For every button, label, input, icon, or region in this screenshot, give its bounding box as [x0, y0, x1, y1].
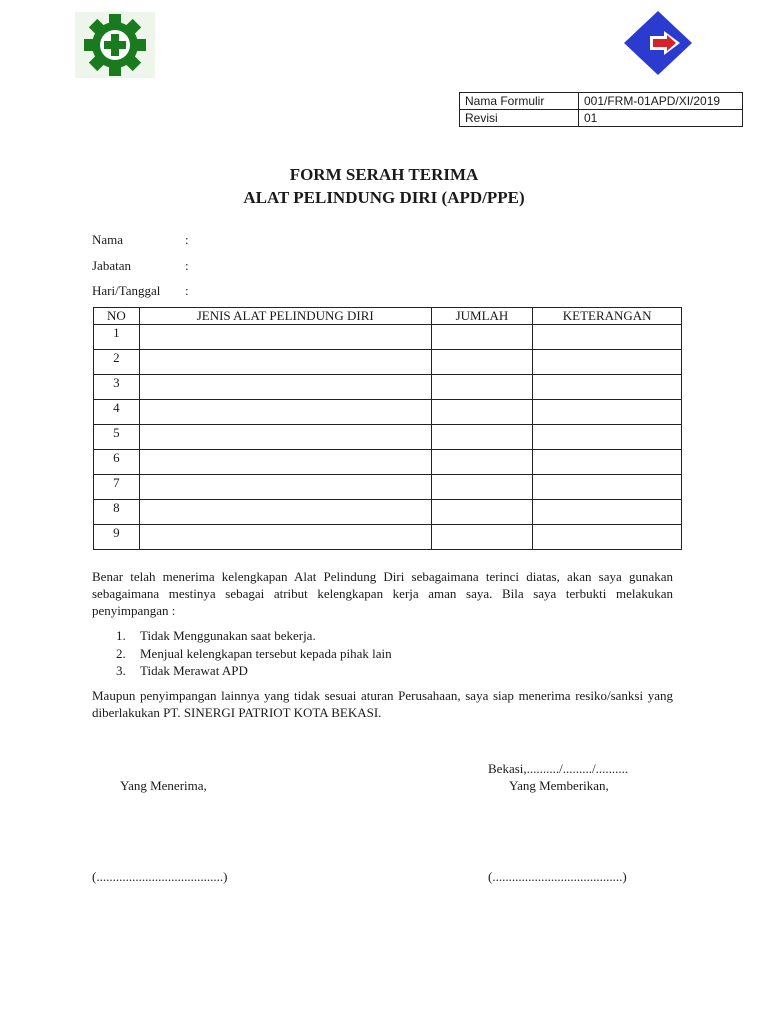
meta-value: 01	[579, 110, 743, 127]
table-row	[94, 400, 682, 425]
meta-label: Revisi	[460, 110, 579, 127]
row-number: 7	[94, 475, 140, 500]
table-row	[94, 350, 682, 375]
field-label: Nama	[92, 232, 124, 247]
field-jabatan[interactable]	[92, 258, 189, 274]
field-label: Jabatan	[92, 258, 131, 273]
jenis-cell[interactable]	[139, 400, 431, 425]
row-number: 9	[94, 525, 140, 550]
gear-cross-icon	[81, 13, 149, 77]
meta-label: Nama Formulir	[460, 93, 579, 110]
keterangan-cell[interactable]	[533, 450, 682, 475]
jenis-cell[interactable]	[139, 450, 431, 475]
field-colon: :	[185, 283, 189, 298]
statement-paragraph: Benar telah menerima kelengkapan Alat Pelindung Diri sebagaimana terinci diatas, akan saya gunakan sebagaimana mestinya sebagai atribut kelengkapan kerja aman saya. Bila saya terbukti melakukan penyimpangan :	[92, 569, 673, 618]
table-row	[94, 475, 682, 500]
keterangan-cell[interactable]	[533, 350, 682, 375]
jumlah-cell[interactable]	[431, 450, 533, 475]
keterangan-cell[interactable]	[533, 500, 682, 525]
jenis-cell[interactable]	[139, 375, 431, 400]
table-row	[94, 325, 682, 350]
list-text: Menjual kelengkapan tersebut kepada pihak lain	[140, 645, 392, 661]
jumlah-cell[interactable]	[431, 325, 533, 350]
table-header-row	[94, 308, 682, 325]
closing-paragraph: Maupun penyimpangan lainnya yang tidak sesuai aturan Perusahaan, saya siap menerima resiko/sanksi yang diberlakukan PT. SINERGI PATRIOT KOTA BEKASI.	[92, 688, 673, 720]
jumlah-cell[interactable]	[431, 350, 533, 375]
jenis-cell[interactable]	[139, 350, 431, 375]
table-row	[94, 425, 682, 450]
list-number: 1.	[116, 628, 126, 643]
receiver-label: Yang Menerima,	[120, 778, 207, 793]
row-number: 5	[94, 425, 140, 450]
list-item	[116, 627, 392, 645]
table-row	[94, 450, 682, 475]
diamond-logo-icon	[622, 10, 694, 76]
jenis-cell[interactable]	[139, 475, 431, 500]
violations-list	[116, 627, 392, 680]
jumlah-cell[interactable]	[431, 425, 533, 450]
field-label: Hari/Tanggal	[92, 283, 161, 298]
keterangan-cell[interactable]	[533, 475, 682, 500]
header-jumlah: JUMLAH	[431, 308, 533, 325]
row-number: 6	[94, 450, 140, 475]
table-row	[94, 500, 682, 525]
row-number: 8	[94, 500, 140, 525]
list-item	[116, 645, 392, 663]
row-number: 1	[94, 325, 140, 350]
jenis-cell[interactable]	[139, 525, 431, 550]
keterangan-cell[interactable]	[533, 375, 682, 400]
row-number: 3	[94, 375, 140, 400]
list-number: 3.	[116, 663, 126, 678]
jumlah-cell[interactable]	[431, 525, 533, 550]
giver-label: Yang Memberikan,	[509, 778, 609, 793]
list-item	[116, 662, 392, 680]
header-keterangan: KETERANGAN	[533, 308, 682, 325]
receiver-signature-line[interactable]: (.......................................)	[92, 869, 228, 884]
table-row	[94, 525, 682, 550]
jenis-cell[interactable]	[139, 425, 431, 450]
k3-logo	[75, 12, 155, 78]
jumlah-cell[interactable]	[431, 375, 533, 400]
keterangan-cell[interactable]	[533, 525, 682, 550]
jumlah-cell[interactable]	[431, 475, 533, 500]
keterangan-cell[interactable]	[533, 400, 682, 425]
list-text: Tidak Merawat APD	[140, 663, 248, 678]
field-nama[interactable]	[92, 232, 189, 248]
place-date: Bekasi,........../........./..........	[488, 761, 629, 776]
jenis-cell[interactable]	[139, 500, 431, 525]
jumlah-cell[interactable]	[431, 400, 533, 425]
field-hari-tanggal[interactable]	[92, 283, 189, 299]
list-text: Tidak Menggunakan saat bekerja.	[140, 628, 316, 643]
form-meta-table	[459, 92, 743, 127]
company-logo	[622, 10, 694, 76]
jenis-cell[interactable]	[139, 325, 431, 350]
form-subtitle: ALAT PELINDUNG DIRI (APD/PPE)	[243, 188, 525, 207]
apd-items-table	[93, 307, 682, 550]
header-no: NO	[94, 308, 140, 325]
row-number: 2	[94, 350, 140, 375]
form-title: FORM SERAH TERIMA	[289, 165, 479, 184]
field-colon: :	[185, 258, 189, 273]
keterangan-cell[interactable]	[533, 425, 682, 450]
header-jenis: JENIS ALAT PELINDUNG DIRI	[139, 308, 431, 325]
keterangan-cell[interactable]	[533, 325, 682, 350]
list-number: 2.	[116, 645, 126, 661]
meta-value: 001/FRM-01APD/XI/2019	[579, 93, 743, 110]
field-colon: :	[185, 232, 189, 247]
table-row	[94, 375, 682, 400]
row-number: 4	[94, 400, 140, 425]
jumlah-cell[interactable]	[431, 500, 533, 525]
meta-row	[460, 93, 743, 110]
giver-signature-line[interactable]: (........................................)	[488, 869, 627, 884]
meta-row	[460, 110, 743, 127]
